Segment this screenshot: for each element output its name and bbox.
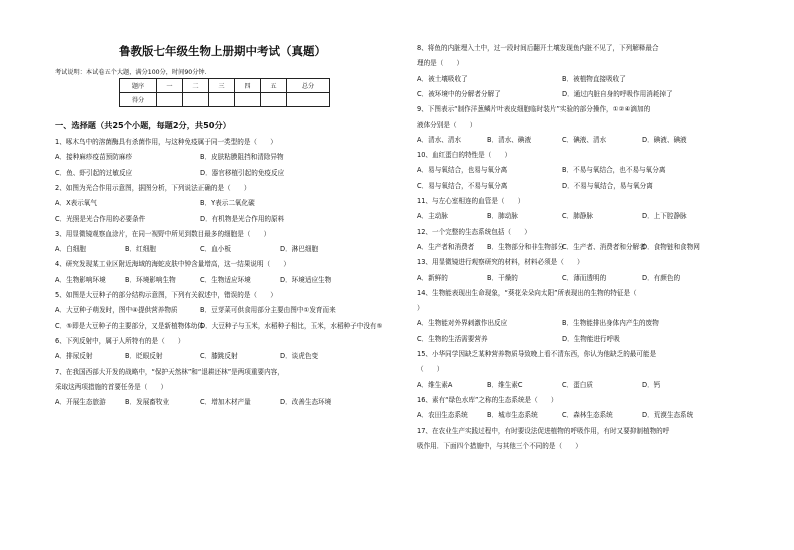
option-a: A．排尿反射 <box>55 352 93 361</box>
option-c: C．森林生态系统 <box>562 411 613 420</box>
option-b: B．干燥的 <box>487 273 518 282</box>
score-header-cell: 总分 <box>287 79 330 93</box>
option-d: D．通过内脏自身的呼吸作用消耗掉了 <box>562 89 673 98</box>
question-stem: 14、生物能表现出生命现象，“葵花朵朵向太阳”所表现出的生物的特征是（ <box>417 288 637 297</box>
option-a: A．新鲜的 <box>417 273 448 282</box>
option-c: C．蛋白质 <box>562 380 593 389</box>
option-a: A．生物影响环境 <box>55 275 106 284</box>
score-header-cell: 一 <box>157 79 183 93</box>
option-b: B．环境影响生物 <box>125 275 176 284</box>
question-stem-cont: ） <box>417 304 424 313</box>
option-b: B．清水、碘液 <box>487 135 532 144</box>
option-a: A．开展生态旅游 <box>55 398 106 407</box>
question-stem-cont: （ ） <box>417 365 444 374</box>
question-stem: 3、用显微镜观察血涂片，在同一视野中所见到数目最多的细胞是（ ） <box>55 229 271 238</box>
option-b: B．不易与氧结合，也不易与氧分离 <box>562 166 666 175</box>
score-cell[interactable] <box>287 93 330 107</box>
section-heading: 一、选择题（共25个小题，每题2分，共50分） <box>55 120 231 130</box>
option-b: B．肺动脉 <box>487 212 518 221</box>
page-title: 鲁教版七年级生物上册期中考试（真题） <box>119 44 326 58</box>
score-cell[interactable] <box>261 93 287 107</box>
option-c: C．易与氧结合，不易与氧分离 <box>417 181 508 190</box>
score-cell[interactable] <box>235 93 261 107</box>
question-stem: 16、素有“绿色水库”之称的生态系统是（ ） <box>417 395 558 404</box>
option-c: C．被环境中的分解者分解了 <box>417 89 501 98</box>
option-d: D．环境适应生物 <box>280 275 332 284</box>
option-c: C．血小板 <box>200 245 231 254</box>
score-table <box>119 78 330 107</box>
option-c: C．生物适应环境 <box>200 275 251 284</box>
option-d: D．上下腔静脉 <box>642 212 687 221</box>
option-b: B．被植物直接吸收了 <box>562 74 626 83</box>
score-cell[interactable] <box>183 93 209 107</box>
option-d: D．有颜色的 <box>642 273 681 282</box>
option-d: D．生物能进行呼吸 <box>562 334 620 343</box>
option-c: C．生物的生活需要营养 <box>417 334 488 343</box>
score-table-score-row <box>120 93 330 107</box>
option-b: B．城市生态系统 <box>487 411 538 420</box>
option-d: D．器官移植引起的免疫反应 <box>200 168 285 177</box>
option-d: D．荒漠生态系统 <box>642 411 694 420</box>
question-stem: 13、用显微镜进行观察研究的材料，材料必须是（ ） <box>417 258 584 267</box>
option-a: A．生物能对外界刺激作出反应 <box>417 319 508 328</box>
score-row-label: 得分 <box>120 93 157 107</box>
question-stem: 10、血红蛋白的特性是（ ） <box>417 151 512 160</box>
question-stem: 9、下图表示“制作洋葱鳞片叶表皮细胞临时装片”实验的部分操作，①②④滴加的 <box>417 105 651 114</box>
option-c: C．⑤即是大豆种子的主要部分，又是新植物体幼体 <box>55 321 204 330</box>
score-header-cell: 三 <box>209 79 235 93</box>
score-cell[interactable] <box>157 93 183 107</box>
option-d: D．大豆种子与玉米，水稻种子相比，玉米，水稻种子中没有⑤ <box>200 321 383 330</box>
option-b: B．Y表示二氧化碳 <box>200 199 255 208</box>
option-d: D．有机物是光合作用的原料 <box>200 214 285 223</box>
question-stem: 11、与左心室相连的血管是（ ） <box>417 197 525 205</box>
score-table-header-row <box>120 79 330 93</box>
question-stem-cont: 吸作用．下面四个措施中，与其他三个不同的是（ ） <box>417 441 582 450</box>
option-c: C．薄而透明的 <box>562 273 607 282</box>
option-c: C．肺静脉 <box>562 212 593 221</box>
option-b: B．豆芽菜可供食用部分主要由图中①发育而来 <box>200 306 336 315</box>
score-header-cell: 四 <box>235 79 261 93</box>
option-d: D．改善生态环境 <box>280 398 332 407</box>
option-d: D．碘液、碘液 <box>642 135 687 144</box>
option-d: D．钙 <box>642 380 661 389</box>
score-header-cell: 题序 <box>120 79 157 93</box>
option-c: C．生产者、消费者和分解者 <box>562 242 646 251</box>
option-d: D．谈虎色变 <box>280 352 319 361</box>
exam-instructions: 考试说明：本试卷五个大题，满分100分，时间90分钟. <box>55 69 207 76</box>
question-stem: 7、在我国西部大开发的战略中，“保护天然林”和“退耕还林”是两项重要内容， <box>55 367 284 376</box>
score-header-cell: 二 <box>183 79 209 93</box>
question-stem: 6、下列反射中，属于人所特有的是（ ） <box>55 336 185 345</box>
question-stem: 17、在农业生产实践过程中，有时要设法促进植物的呼吸作用，有时又要抑制植物的呼 <box>417 426 670 435</box>
option-b: B．眨眼反射 <box>125 352 163 361</box>
score-header-cell: 五 <box>261 79 287 93</box>
question-stem: 5、如图是大豆种子的部分结构示意图，下列有关叙述中，错误的是（ ） <box>55 291 277 299</box>
option-b: B．红细胞 <box>125 245 156 254</box>
question-stem: 15、小华同学因缺乏某种营养物质导致晚上看不清东西，你认为他缺乏的最可能是 <box>417 350 657 358</box>
question-stem: 4、研究发现某工业区附近海域的海蛇皮肤中钟含量增高，这一结果说明（ ） <box>55 260 290 269</box>
question-stem: 12、一个完整的生态系统包括（ ） <box>417 227 531 236</box>
option-d: D．淋巴细胞 <box>280 245 319 254</box>
option-a: A．易与氧结合，也易与氧分离 <box>417 166 508 175</box>
option-a: A．大豆种子萌发时，图中④提供营养物质 <box>55 306 178 315</box>
score-cell[interactable] <box>209 93 235 107</box>
question-stem-cont: 液体分别是（ ） <box>417 120 477 129</box>
option-b: B．发展畜牧业 <box>125 398 170 407</box>
option-c: C．鱼、虾引起的过敏反应 <box>55 168 133 177</box>
option-a: A．生产者和消费者 <box>417 242 475 251</box>
option-d: D．食物链和食物网 <box>642 242 700 251</box>
option-a: A．农田生态系统 <box>417 411 468 420</box>
question-stem: 1、啄木鸟中的溶菌酶具有杀菌作用，与这种免疫属于同一类型的是（ ） <box>55 138 277 146</box>
question-stem: 8、将鱼的内脏埋入土中，过一段时间后翻开土壤发现鱼内脏不见了，下列解释最合 <box>417 44 659 52</box>
option-a: A．白细胞 <box>55 245 86 254</box>
option-a: A．清水、清水 <box>417 135 462 144</box>
option-c: C．光照是光合作用的必要条件 <box>55 214 146 223</box>
option-a: A．被土壤吸收了 <box>417 74 468 83</box>
option-b: B．生物能排出身体内产生的废物 <box>562 319 659 328</box>
option-a: A．接种麻疹疫苗预防麻疹 <box>55 153 133 162</box>
option-c: C．碘液、清水 <box>562 135 607 144</box>
option-b: B．维生素C <box>487 380 523 389</box>
option-a: A．主动脉 <box>417 212 448 221</box>
question-stem-cont: 理的是（ ） <box>417 59 464 68</box>
option-c: C．膝跳反射 <box>200 352 238 361</box>
option-a: A．X表示氧气 <box>55 199 97 208</box>
option-c: C．增加木材产量 <box>200 398 251 407</box>
question-stem-cont: 采取这两项措施的首要任务是（ ） <box>55 382 168 391</box>
question-stem: 2、如图为光合作用示意图，据图分析，下列说法正确的是（ ） <box>55 183 251 192</box>
option-a: A．维生素A <box>417 380 453 389</box>
option-d: D．不易与氧结合，易与氧分离 <box>562 181 653 190</box>
option-b: B．生物部分和非生物部分 <box>487 242 565 251</box>
option-b: B．皮肤粘膜阻挡和清除异物 <box>200 153 284 162</box>
